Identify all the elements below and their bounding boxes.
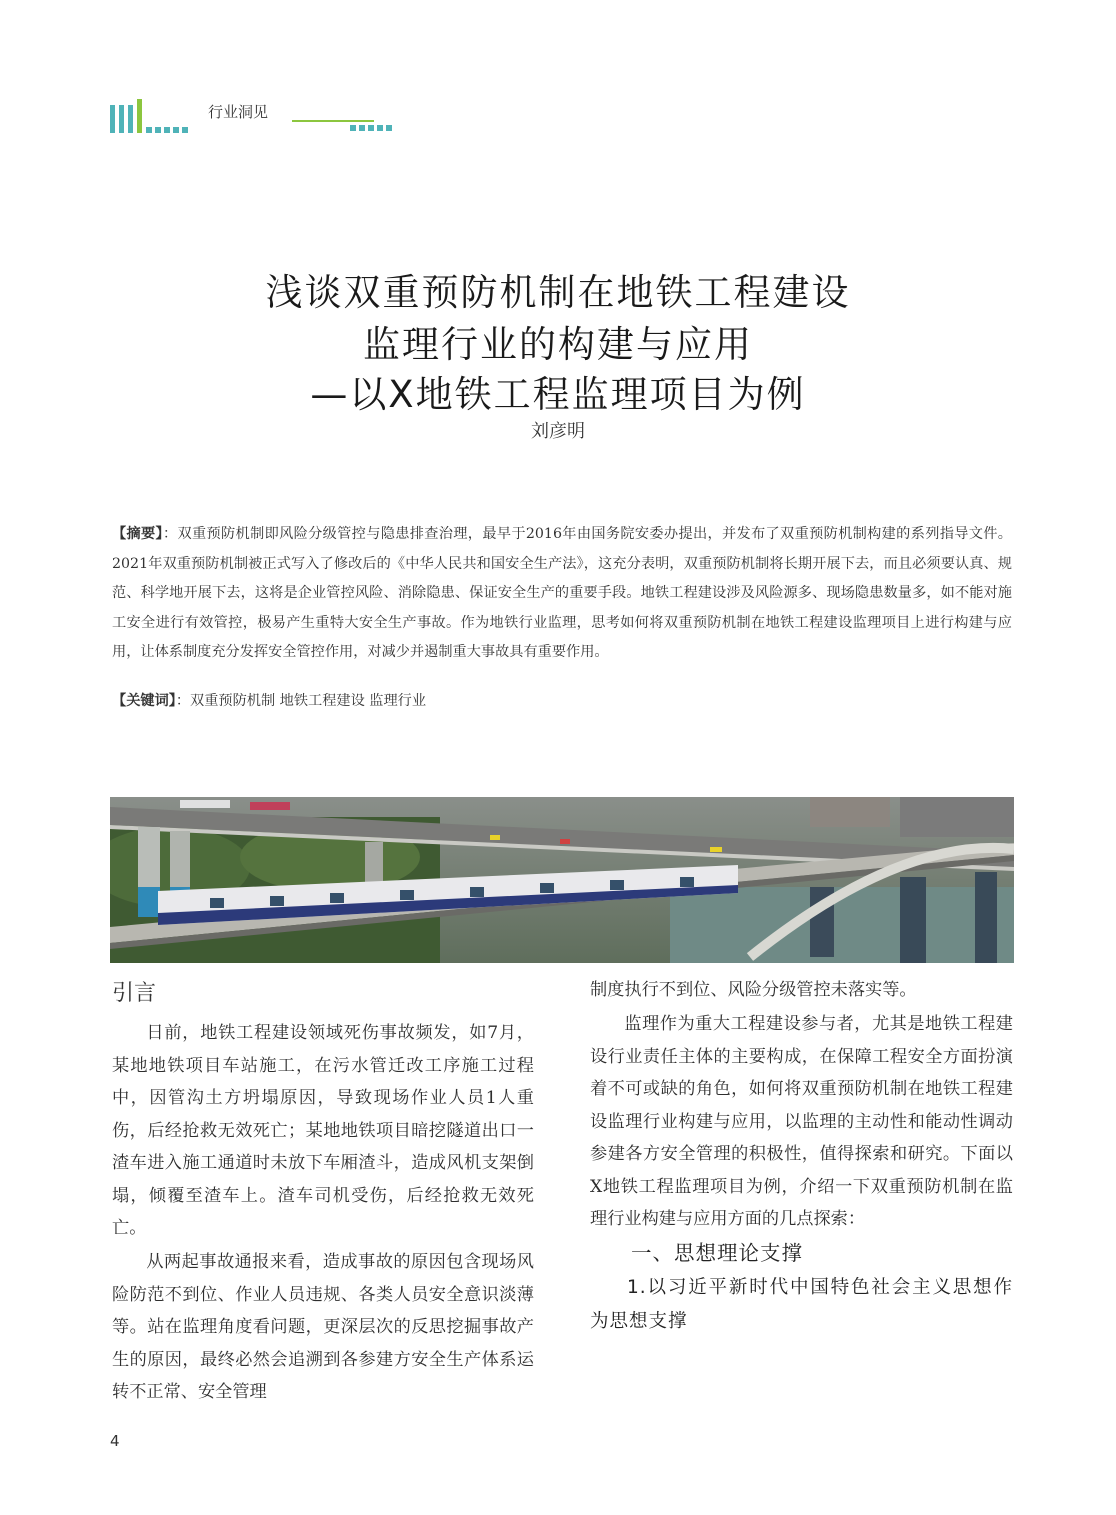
header-underline bbox=[292, 120, 374, 122]
header-bar-3 bbox=[128, 105, 133, 133]
keywords bbox=[112, 688, 1012, 714]
header-bar-2 bbox=[119, 105, 124, 133]
header-dot bbox=[182, 127, 188, 133]
header-dot bbox=[368, 125, 374, 131]
header-dot bbox=[164, 127, 170, 133]
section-1-heading: 一、思想理论支撑 bbox=[631, 1241, 803, 1265]
header-dot bbox=[350, 125, 356, 131]
header-bar-4 bbox=[137, 99, 142, 133]
header-bar-1 bbox=[110, 105, 115, 133]
section-label: 行业洞见 bbox=[208, 103, 269, 121]
left-column bbox=[112, 1017, 534, 1410]
keywords-text: ：双重预防机制 地铁工程建设 监理行业 bbox=[175, 693, 427, 709]
article-subtitle: —以X地铁工程监理项目为例 bbox=[310, 373, 806, 416]
keywords-label: 【关键词】 bbox=[112, 693, 176, 709]
abstract bbox=[112, 520, 1012, 668]
header-dot bbox=[377, 125, 383, 131]
header-dot bbox=[155, 127, 161, 133]
section-1-subheading: 1.以习近平新时代中国特色社会主义思想作为思想支撑 bbox=[590, 1277, 1013, 1332]
page-number: 4 bbox=[110, 1432, 120, 1450]
article-title-line-2: 监理行业的构建与应用 bbox=[363, 323, 753, 366]
right-column bbox=[590, 974, 1013, 1341]
intro-heading: 引言 bbox=[112, 981, 157, 1006]
author-name: 刘彦明 bbox=[531, 421, 585, 442]
intro-paragraph-2-continued: 制度执行不到位、风险分级管控未落实等。 bbox=[590, 980, 917, 1000]
article-title-line-1: 浅谈双重预防机制在地铁工程建设 bbox=[265, 271, 851, 314]
header-dot bbox=[386, 125, 392, 131]
header-dot bbox=[146, 127, 152, 133]
abstract-label: 【摘要】 bbox=[112, 526, 163, 542]
subway-bridge-photo bbox=[110, 797, 1014, 963]
header-dot bbox=[359, 125, 365, 131]
header-dot bbox=[173, 127, 179, 133]
intro-paragraph-2: 从两起事故通报来看，造成事故的原因包含现场风险防范不到位、作业人员违规、各类人员安全意识淡薄等。站在监理角度看问题，更深层次的反思挖掘事故产生的原因，最终必然会追溯到各参建方安全生产体系运转不正常、安全管理 bbox=[112, 1252, 534, 1402]
abstract-text: ：双重预防机制即风险分级管控与隐患排查治理，最早于2016年由国务院安委办提出，并发布了双重预防机制构建的系列指导文件。2021年双重预防机制被正式写入了修改后的《中华人民共和国安全生产法》，这充分表明，双重预防机制将长期开展下去，而且必须要认真、规范、科学地开展下去，这将是企业管控风险、消除隐患、保证安全生产的重要手段。地铁工程建设涉及风险源多、现场隐患数量多，如不能对施工安全进行有效管控，极易产生重特大安全生产事故。作为地铁行业监理，思考如何将双重预防机制在地铁工程建设监理项目上进行构建与应用，让体系制度充分发挥安全管控作用，对减少并遏制重大事故具有重要作用。 bbox=[112, 526, 1012, 660]
intro-paragraph-1: 日前，地铁工程建设领域死伤事故频发，如7月，某地地铁项目车站施工，在污水管迁改工序施工过程中，因管沟土方坍塌原因，导致现场作业人员1人重伤，后经抢救无效死亡；某地地铁项目暗挖隧道出口一渣车进入施工通道时未放下车厢渣斗，造成风机支架倒塌，倾覆至渣车上。渣车司机受伤，后经抢救无效死亡。 bbox=[112, 1023, 534, 1238]
intro-paragraph-3: 监理作为重大工程建设参与者，尤其是地铁工程建设行业责任主体的主要构成，在保障工程安全方面扮演着不可或缺的角色，如何将双重预防机制在地铁工程建设监理行业构建与应用，以监理的主动性和能动性调动参建各方安全管理的积极性，值得探索和研究。下面以X地铁工程监理项目为例，介绍一下双重预防机制在监理行业构建与应用方面的几点探索： bbox=[590, 1014, 1013, 1229]
